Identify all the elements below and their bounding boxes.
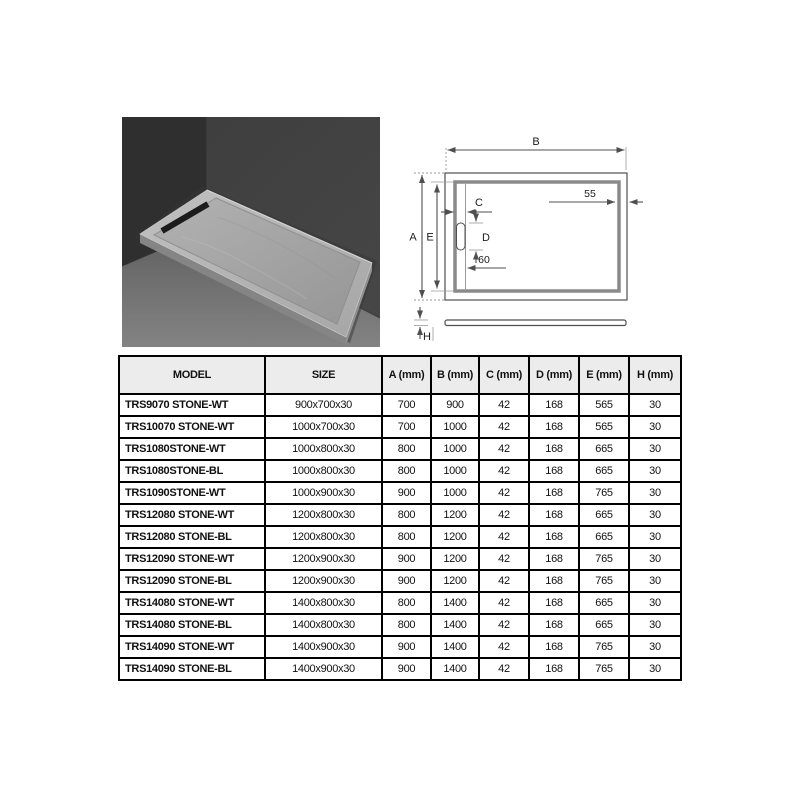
- column-header: D (mm): [529, 356, 579, 394]
- table-row: [119, 614, 681, 636]
- dimension-cell: 765: [579, 658, 629, 680]
- dimension-cell: 565: [579, 394, 629, 416]
- dimension-cell: 800: [382, 460, 431, 482]
- column-header: C (mm): [479, 356, 529, 394]
- model-cell: TRS14080 STONE-BL: [119, 614, 265, 636]
- dimension-cell: 900: [382, 548, 431, 570]
- dimension-cell: 1400: [431, 592, 479, 614]
- column-header: H (mm): [629, 356, 681, 394]
- dimension-cell: 30: [629, 636, 681, 658]
- dimension-cell: 700: [382, 394, 431, 416]
- dimension-cell: 42: [479, 614, 529, 636]
- dimension-cell: 30: [629, 548, 681, 570]
- model-cell: TRS1080STONE-BL: [119, 460, 265, 482]
- dimension-cell: 30: [629, 592, 681, 614]
- dimension-cell: 30: [629, 614, 681, 636]
- dimension-cell: 42: [479, 592, 529, 614]
- column-header: B (mm): [431, 356, 479, 394]
- dimension-cell: 30: [629, 526, 681, 548]
- column-header: SIZE: [265, 356, 382, 394]
- dimension-cell: 168: [529, 504, 579, 526]
- dim-label-C: C: [475, 197, 483, 209]
- dimension-cell: 30: [629, 438, 681, 460]
- dimension-cell: 800: [382, 504, 431, 526]
- size-cell: 1200x800x30: [265, 526, 382, 548]
- dimension-cell: 168: [529, 460, 579, 482]
- dimension-cell: 42: [479, 416, 529, 438]
- size-cell: 1400x800x30: [265, 614, 382, 636]
- size-cell: 1200x800x30: [265, 504, 382, 526]
- dimension-cell: 30: [629, 460, 681, 482]
- dimension-cell: 168: [529, 438, 579, 460]
- dimension-cell: 1000: [431, 438, 479, 460]
- dimension-cell: 900: [382, 570, 431, 592]
- table-header-row: [119, 356, 681, 394]
- dimension-cell: 42: [479, 460, 529, 482]
- dim-label-H: H: [423, 331, 431, 343]
- model-cell: TRS14090 STONE-BL: [119, 658, 265, 680]
- size-cell: 1400x800x30: [265, 592, 382, 614]
- dimension-cell: 765: [579, 548, 629, 570]
- size-cell: 1000x800x30: [265, 438, 382, 460]
- dimension-cell: 168: [529, 526, 579, 548]
- model-cell: TRS1090STONE-WT: [119, 482, 265, 504]
- dimension-cell: 700: [382, 416, 431, 438]
- product-photo: [122, 117, 380, 347]
- dimension-cell: 1200: [431, 570, 479, 592]
- dimension-cell: 42: [479, 504, 529, 526]
- dimension-cell: 665: [579, 614, 629, 636]
- dimension-cell: 665: [579, 504, 629, 526]
- spec-table: [118, 355, 682, 681]
- dimension-cell: 42: [479, 526, 529, 548]
- dimension-cell: 42: [479, 658, 529, 680]
- size-cell: 1200x900x30: [265, 548, 382, 570]
- dimension-cell: 1400: [431, 658, 479, 680]
- table-row: [119, 438, 681, 460]
- dimension-cell: 1400: [431, 614, 479, 636]
- size-cell: 1200x900x30: [265, 570, 382, 592]
- dimension-cell: 900: [382, 658, 431, 680]
- tray-side-profile: [445, 320, 626, 326]
- dimension-cell: 30: [629, 482, 681, 504]
- model-cell: TRS14080 STONE-WT: [119, 592, 265, 614]
- table-row: [119, 526, 681, 548]
- table-row: [119, 570, 681, 592]
- table-row: [119, 636, 681, 658]
- dimension-cell: 1200: [431, 504, 479, 526]
- dimension-cell: 42: [479, 482, 529, 504]
- dimension-cell: 900: [382, 636, 431, 658]
- dimension-cell: 30: [629, 416, 681, 438]
- dimension-cell: 565: [579, 416, 629, 438]
- dim-label-A: A: [409, 231, 417, 244]
- dimension-cell: 30: [629, 570, 681, 592]
- drain-plan: [457, 223, 466, 250]
- dimension-cell: 42: [479, 394, 529, 416]
- dimension-cell: 765: [579, 482, 629, 504]
- model-cell: TRS12080 STONE-BL: [119, 526, 265, 548]
- column-header: E (mm): [579, 356, 629, 394]
- dimension-cell: 168: [529, 570, 579, 592]
- model-cell: TRS9070 STONE-WT: [119, 394, 265, 416]
- dimension-cell: 1000: [431, 416, 479, 438]
- table-row: [119, 482, 681, 504]
- dimension-cell: 765: [579, 570, 629, 592]
- table-row: [119, 658, 681, 680]
- dimension-cell: 800: [382, 614, 431, 636]
- table-row: [119, 416, 681, 438]
- dimension-cell: 168: [529, 592, 579, 614]
- dimension-cell: 1000: [431, 482, 479, 504]
- dim-label-B: B: [532, 136, 540, 148]
- model-cell: TRS14090 STONE-WT: [119, 636, 265, 658]
- dimension-cell: 42: [479, 438, 529, 460]
- dimension-cell: 168: [529, 614, 579, 636]
- dimension-cell: 665: [579, 526, 629, 548]
- dimension-cell: 168: [529, 482, 579, 504]
- dimension-cell: 42: [479, 570, 529, 592]
- table-row: [119, 548, 681, 570]
- dimension-cell: 765: [579, 636, 629, 658]
- table-body: [119, 394, 681, 680]
- dimension-cell: 168: [529, 416, 579, 438]
- dimension-cell: 1000: [431, 460, 479, 482]
- dim-label-E: E: [426, 231, 434, 244]
- dimension-cell: 665: [579, 460, 629, 482]
- dimension-cell: 168: [529, 636, 579, 658]
- column-header: A (mm): [382, 356, 431, 394]
- dimension-cell: 665: [579, 592, 629, 614]
- size-cell: 1000x900x30: [265, 482, 382, 504]
- size-cell: 1000x800x30: [265, 460, 382, 482]
- dimension-cell: 1200: [431, 548, 479, 570]
- dimension-cell: 1200: [431, 526, 479, 548]
- dim-label-D: D: [482, 232, 490, 244]
- dimension-cell: 168: [529, 658, 579, 680]
- table-row: [119, 592, 681, 614]
- table-row: [119, 460, 681, 482]
- size-cell: 900x700x30: [265, 394, 382, 416]
- dimension-cell: 900: [382, 482, 431, 504]
- dim-label-55: 55: [584, 188, 596, 200]
- model-cell: TRS10070 STONE-WT: [119, 416, 265, 438]
- dim-label-60: 60: [478, 254, 490, 266]
- dimension-diagram: [402, 108, 698, 348]
- table-row: [119, 394, 681, 416]
- table-row: [119, 504, 681, 526]
- dimension-cell: 800: [382, 526, 431, 548]
- model-cell: TRS12080 STONE-WT: [119, 504, 265, 526]
- model-cell: TRS12090 STONE-BL: [119, 570, 265, 592]
- dimension-cell: 30: [629, 394, 681, 416]
- dimension-cell: 900: [431, 394, 479, 416]
- model-cell: TRS12090 STONE-WT: [119, 548, 265, 570]
- size-cell: 1000x700x30: [265, 416, 382, 438]
- dimension-cell: 42: [479, 636, 529, 658]
- model-cell: TRS1080STONE-WT: [119, 438, 265, 460]
- dimension-cell: 800: [382, 438, 431, 460]
- size-cell: 1400x900x30: [265, 658, 382, 680]
- dimension-cell: 168: [529, 394, 579, 416]
- dimension-cell: 665: [579, 438, 629, 460]
- dimension-cell: 30: [629, 658, 681, 680]
- dimension-cell: 30: [629, 504, 681, 526]
- dimension-cell: 1400: [431, 636, 479, 658]
- column-header: MODEL: [119, 356, 265, 394]
- dimension-cell: 168: [529, 548, 579, 570]
- size-cell: 1400x900x30: [265, 636, 382, 658]
- dimension-cell: 42: [479, 548, 529, 570]
- dimension-cell: 800: [382, 592, 431, 614]
